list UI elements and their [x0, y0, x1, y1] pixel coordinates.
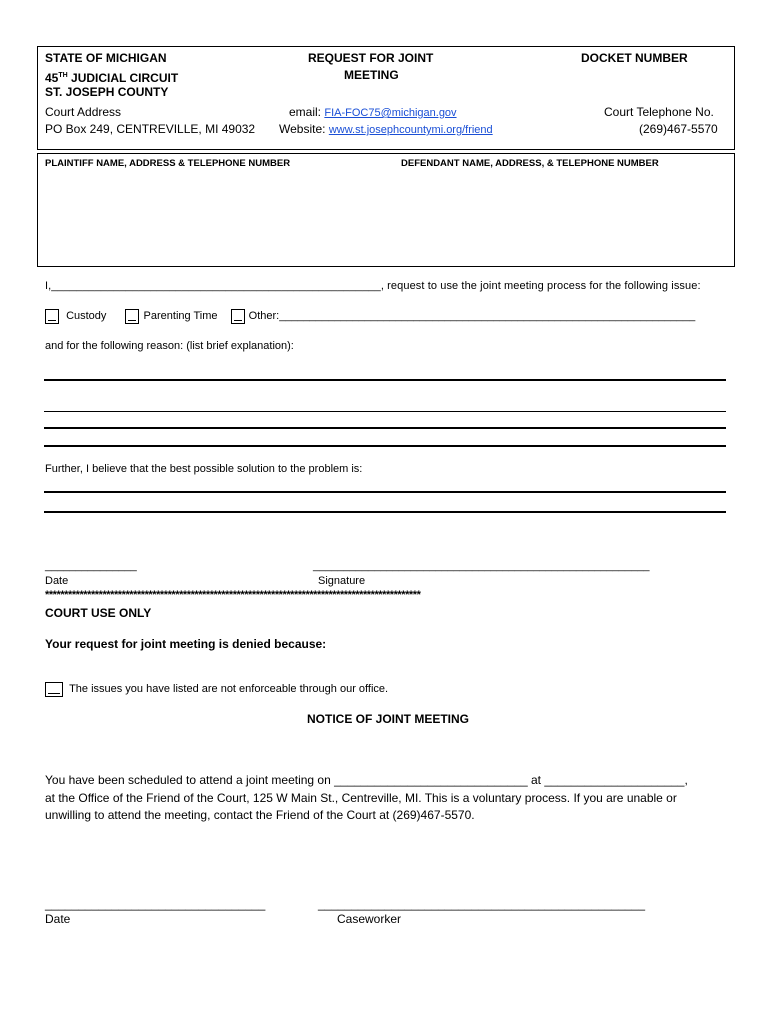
court-address-label: Court Address [45, 105, 122, 119]
circuit-name: 45TH JUDICIAL CIRCUIT [45, 71, 179, 85]
email-link[interactable]: FIA-FOC75@michigan.gov [324, 107, 457, 119]
caseworker-line[interactable]: _________________________________________________ [318, 897, 646, 911]
court-address: PO Box 249, CENTREVILLE, MI 49032 [45, 122, 256, 136]
form-title-line2: MEETING [344, 68, 399, 82]
notice-line-1: You have been scheduled to attend a joint meeting on _____________________________ at _____________________, [45, 773, 688, 787]
notice-line-2: at the Office of the Friend of the Court, 125 W Main St., Centreville, MI. This is a voluntary process. If you are unable or [45, 791, 677, 805]
form-title-line1: REQUEST FOR JOINT [308, 51, 434, 65]
court-use-heading: COURT USE ONLY [45, 606, 152, 620]
solution-line-2[interactable] [44, 511, 726, 513]
solution-label: Further, I believe that the best possible solution to the problem is: [45, 463, 363, 475]
request-intro: I,_____________________________________________________, request to use the joint meeting process for the following issue: [45, 280, 701, 292]
date-line[interactable]: _______________ [45, 560, 137, 572]
website-link[interactable]: www.st.josephcountymi.org/friend [328, 124, 493, 136]
notice-date-line[interactable]: _________________________________ [45, 897, 266, 911]
signature-line[interactable]: _______________________________________________________ [313, 560, 650, 572]
defendant-label: DEFENDANT NAME, ADDRESS, & TELEPHONE NUMBER [401, 158, 659, 169]
not-enforceable-checkbox[interactable] [45, 682, 63, 697]
custody-label: Custody [66, 310, 107, 323]
phone-number: (269)467-5570 [639, 122, 718, 136]
phone-label: Court Telephone No. [604, 105, 714, 119]
reason-line-2[interactable] [44, 411, 726, 412]
county-name: ST. JOSEPH COUNTY [45, 85, 169, 99]
website-row: Website: www.st.josephcountymi.org/friend [279, 122, 493, 136]
parenting-time-label: Parenting Time [143, 310, 218, 323]
email-row: email: FIA-FOC75@michigan.gov [289, 105, 457, 119]
date-label: Date [45, 575, 69, 587]
state-name: STATE OF MICHIGAN [45, 51, 167, 65]
notice-heading: NOTICE OF JOINT MEETING [307, 712, 470, 726]
issue-row [45, 309, 695, 324]
not-enforceable-label: The issues you have listed are not enforceable through our office. [69, 683, 389, 696]
parties-box [37, 153, 735, 267]
separator-stars: ************************************************************************************************** [45, 589, 421, 601]
plaintiff-label: PLAINTIFF NAME, ADDRESS & TELEPHONE NUMBER [45, 158, 291, 169]
not-enforceable-row [45, 682, 388, 697]
reason-label: and for the following reason: (list brief explanation): [45, 340, 294, 352]
parenting-time-checkbox[interactable] [125, 309, 139, 324]
caseworker-label: Caseworker [337, 912, 402, 926]
docket-number-label: DOCKET NUMBER [581, 51, 688, 65]
reason-line-1[interactable] [44, 379, 726, 381]
solution-line-1[interactable] [44, 491, 726, 493]
reason-line-4[interactable] [44, 445, 726, 447]
signature-label: Signature [318, 575, 366, 587]
denied-heading: Your request for joint meeting is denied because: [45, 637, 327, 651]
other-checkbox[interactable] [231, 309, 245, 324]
other-label: Other:____________________________________________________________________ [248, 310, 696, 323]
reason-line-3[interactable] [44, 427, 726, 429]
notice-line-3: unwilling to attend the meeting, contact the Friend of the Court at (269)467-5570. [45, 808, 475, 822]
custody-checkbox[interactable] [45, 309, 59, 324]
notice-date-label: Date [45, 912, 71, 926]
